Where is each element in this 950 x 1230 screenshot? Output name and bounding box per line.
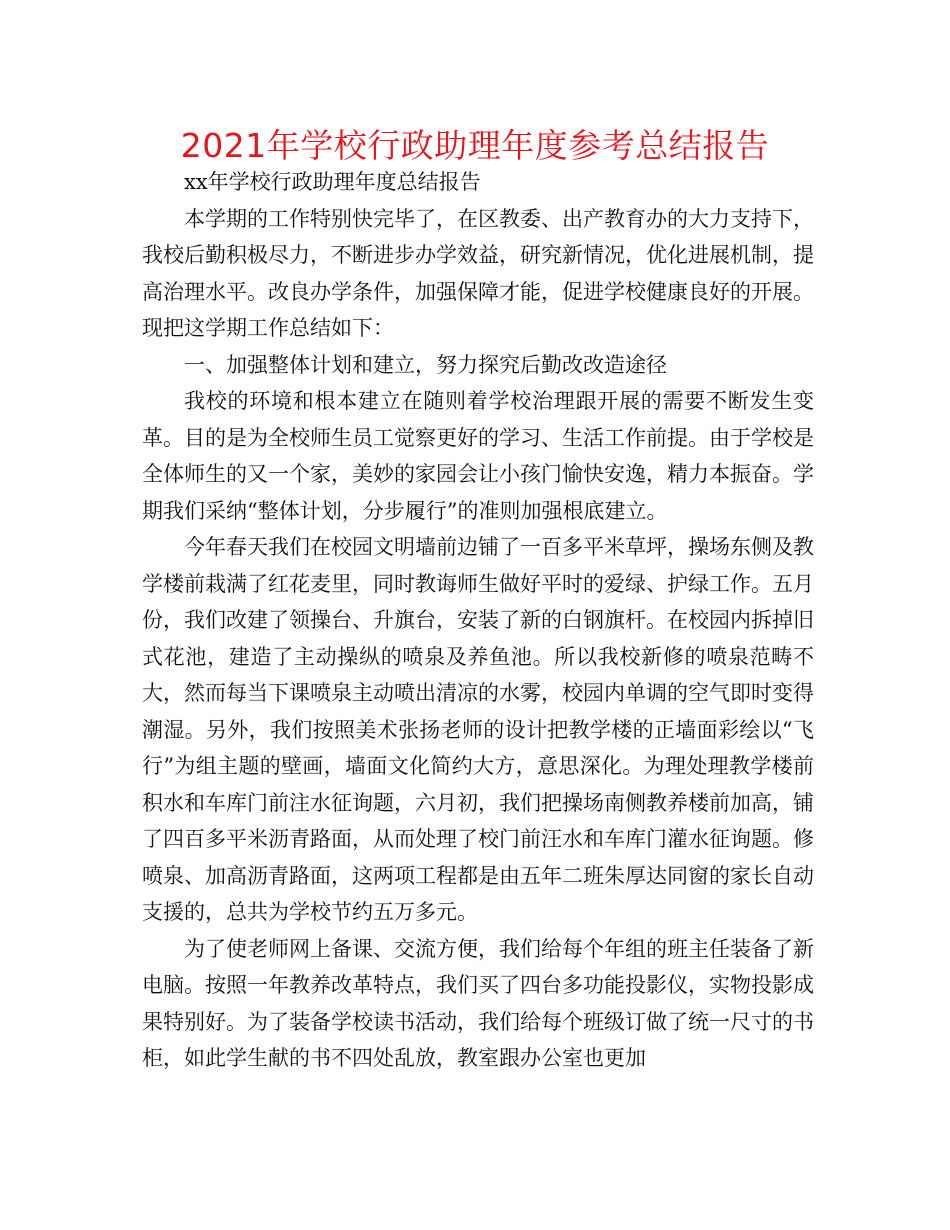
paragraph-intro: 本学期的工作特别快完毕了，在区教委、出产教育办的大力支持下，我校后勤积极尽力，不断进步办学效益，研究新情况，优化进展机制，提高治理水平。改良办学条件，加强保障才能，促进学校健康良好的开展。现把这学期工作总结如下： (142, 206, 814, 340)
document-body (142, 164, 814, 1077)
paragraph: 今年春天我们在校园文明墙前边铺了一百多平米草坪，操场东侧及教学楼前栽满了红花麦里，同时教诲师生做好平时的爱绿、护绿工作。五月份，我们改建了领操台、升旗台，安装了新的白钢旗杆。在校园内拆掉旧式花池，建造了主动操纵的喷泉及养鱼池。所以我校新修的喷泉范畴不大，然而每当下课喷泉主动喷出清凉的水雾，校园内单调的空气即时变得潮湿。另外，我们按照美术张扬老师的设计把教学楼的正墙面彩绘以“飞行”为组主题的壁画，墙面文化简约大方，意思深化。为理处理教学楼前积水和车库门前注水征询题，六月初，我们把操场南侧教养楼前加高，铺了四百多平米沥青路面，从而处理了校门前汪水和车库门灌水征询题。修喷泉、加高沥青路面，这两项工程都是由五年二班朱厚达同窗的家长自动支援的，总共为学校节约五万多元。 (142, 535, 814, 924)
paragraph-subtitle: xx年学校行政助理年度总结报告 (184, 170, 481, 194)
document-title: 2021年学校行政助理年度参考总结报告 (180, 126, 770, 165)
section-heading-1: 一、加强整体计划和建立，努力探究后勤改改造途径 (184, 352, 667, 377)
paragraph: 为了使老师网上备课、交流方便，我们给每个年组的班主任装备了新电脑。按照一年教养改革特点，我们买了四台多功能投影仪，实物投影成果特别好。为了装备学校读书活动，我们给每个班级订做了统一尺寸的书柜，如此学生献的书不四处乱放，教室跟办公室也更加 (142, 936, 814, 1070)
paragraph: 我校的环境和根本建立在随则着学校治理跟开展的需要不断发生变革。目的是为全校师生员工觉察更好的学习、生活工作前提。由于学校是全体师生的又一个家，美妙的家园会让小孩门愉快安逸，精力本振奋。学期我们采纳“整体计划，分步履行”的准则加强根底建立。 (142, 389, 814, 523)
